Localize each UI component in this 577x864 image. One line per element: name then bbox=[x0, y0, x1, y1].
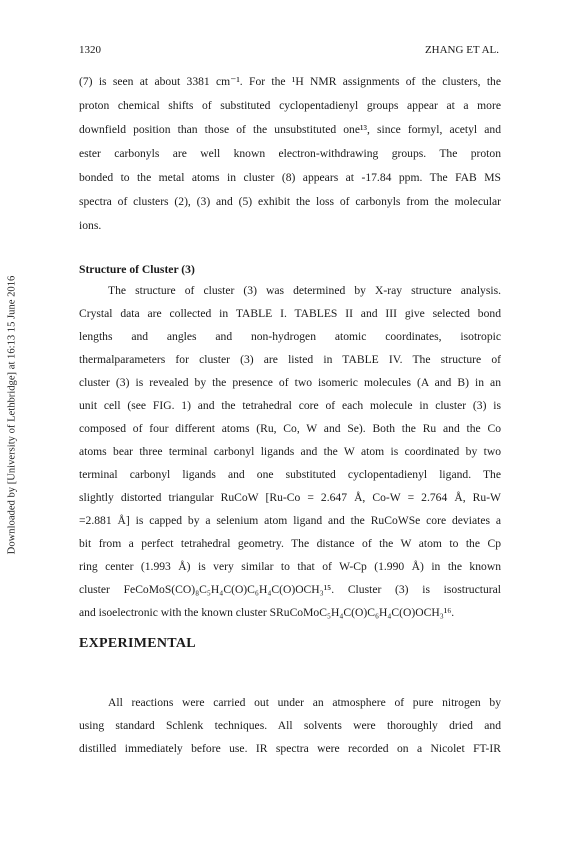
text-line: bit from a perfect tetrahedral geometry. The distance of the W atom to the Cp bbox=[79, 537, 501, 550]
text-line: cluster FeCoMoS(CO)₈C₅H₄C(O)C₆H₄C(O)OCH₃¹⁵. Cluster (3) is isostructural bbox=[79, 583, 501, 596]
text-line: Crystal data are collected in TABLE I. TABLES II and III give selected bond bbox=[79, 307, 501, 320]
text-line: unit cell (see FIG. 1) and the tetrahedral core of each molecule in cluster (3) is bbox=[79, 399, 501, 412]
running-head: ZHANG ET AL. bbox=[424, 44, 499, 56]
download-watermark bbox=[2, 190, 22, 640]
text-line: terminal carbonyl ligands and one substituted cyclopentadienyl ligand. The bbox=[79, 468, 501, 481]
text-line: using standard Schlenk techniques. All solvents were thoroughly dried and bbox=[79, 719, 501, 732]
text-line: downfield position than those of the unsubstituted one¹³, since formyl, acetyl and bbox=[79, 123, 501, 136]
text-line: spectra of clusters (2), (3) and (5) exhibit the loss of carbonyls from the molecular bbox=[79, 195, 501, 208]
text-line: distilled immediately before use. IR spectra were recorded on a Nicolet FT-IR bbox=[79, 742, 501, 755]
text-line: ring center (1.993 Å) is very similar to that of W-Cp (1.990 Å) in the known bbox=[79, 560, 501, 573]
text-line: slightly distorted triangular RuCoW [Ru-Co = 2.647 Å, Co-W = 2.764 Å, Ru-W bbox=[79, 491, 501, 504]
text-line: cluster (3) is revealed by the presence of two isomeric molecules (A and B) in an bbox=[79, 376, 501, 389]
text-line: atoms bear three terminal carbonyl ligands and the W atom is coordinated by two bbox=[79, 445, 501, 458]
text-line: and isoelectronic with the known cluster SRuCoMoC₅H₄C(O)C₆H₄C(O)OCH₃¹⁶. bbox=[79, 606, 455, 619]
text-line: proton chemical shifts of substituted cyclopentadienyl groups appear at a more bbox=[79, 99, 501, 112]
text-line: ions. bbox=[79, 219, 102, 232]
page-number: 1320 bbox=[79, 44, 101, 56]
text-line: lengths and angles and non-hydrogen atomic coordinates, isotropic bbox=[79, 330, 501, 343]
text-line: thermalparameters for cluster (3) are listed in TABLE IV. The structure of bbox=[79, 353, 501, 366]
text-line: The structure of cluster (3) was determined by X-ray structure analysis. bbox=[108, 284, 501, 297]
text-line: bonded to the metal atoms in cluster (8) appears at -17.84 ppm. The FAB MS bbox=[79, 171, 501, 184]
section-heading: Structure of Cluster (3) bbox=[79, 263, 195, 276]
text-line: composed of four different atoms (Ru, Co, W and Se). Both the Ru and the Co bbox=[79, 422, 501, 435]
text-line: (7) is seen at about 3381 cm⁻¹. For the ¹H NMR assignments of the clusters, the bbox=[79, 75, 501, 88]
text-line: =2.881 Å] is capped by a selenium atom ligand and the RuCoWSe core deviates a bbox=[79, 514, 501, 527]
experimental-heading: EXPERIMENTAL bbox=[79, 636, 196, 651]
text-line: ester carbonyls are well known electron-withdrawing groups. The proton bbox=[79, 147, 501, 160]
text-line: All reactions were carried out under an atmosphere of pure nitrogen by bbox=[108, 696, 501, 709]
download-note: Downloaded by [University of Lethbridge] at 16:13 15 June 2016 bbox=[6, 275, 18, 555]
